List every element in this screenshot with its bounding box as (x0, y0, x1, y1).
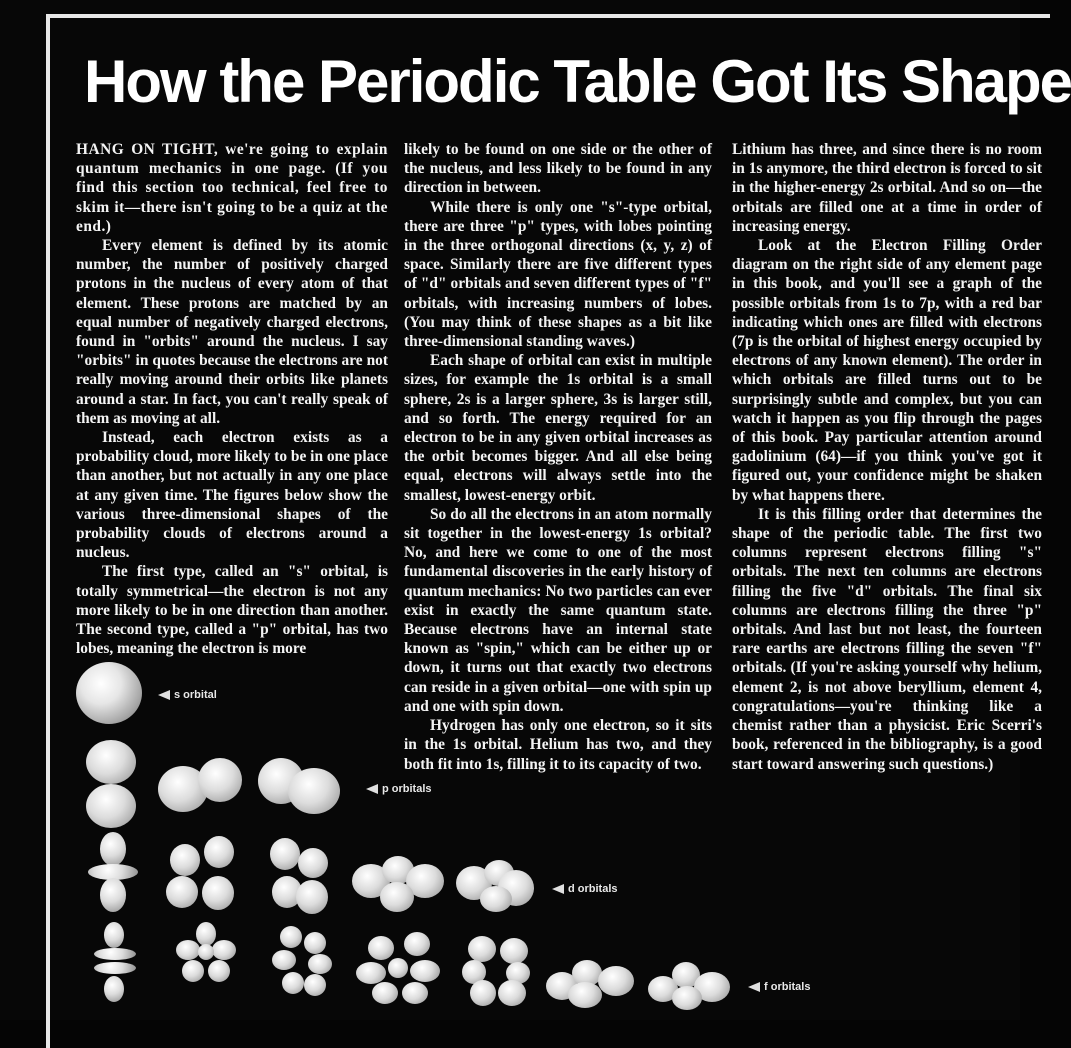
f-orbital-shape (94, 922, 136, 1004)
p-orbital-shape (84, 740, 138, 828)
paragraph: likely to be found on one side or the other of the nucleus, and less likely to be found in any direction in between. (404, 141, 712, 197)
arrow-icon (748, 982, 760, 992)
d-orbital-shape (266, 838, 332, 916)
p-orbital-shape (258, 758, 342, 814)
f-orbital-shape (176, 922, 236, 984)
paragraph: Look at the Electron Filling Order diagram on the right side of any element page in this book, and you'll see a graph of the possible orbitals from 1s to 7p, with a red bar indicating which ones are filled with electrons (7p is the orbital of highest energy occupied by electrons of any known element). The order in which orbitals are filled turns out to be surprisingly subtle and complex, but you can watch it happen as you flip through the pages of this book. Pay particular attention around gadolinium (64)—if you think you've got it figured out, your confidence might be shaken by what happens there. (732, 237, 1042, 504)
paragraph: Instead, each electron exists as a probability cloud, more likely to be in one place than another, but not actually in any one place at any given time. The figures below show the various three-dimensional shapes of the probability clouds of electrons around a nucleus. (76, 429, 388, 562)
paragraph: Each shape of orbital can exist in multiple sizes, for example the 1s orbital is a small sphere, 2s is a larger sphere, 3s is larger still, and so forth. The energy required for an electron to be in any given orbital increases as the orbit becomes bigger. And all else being equal, electrons will always settle into the smallest, lowest-energy orbit. (404, 352, 712, 504)
arrow-icon (552, 884, 564, 894)
f-orbital-shape (546, 958, 638, 1008)
p-orbital-shape (156, 758, 244, 812)
arrow-icon (158, 690, 170, 700)
f-orbital-shape (272, 926, 332, 996)
d-orbital-shape (88, 832, 138, 914)
d-orbital-shape (352, 856, 444, 912)
paragraph: Hydrogen has only one electron, so it sits in the 1s orbital. Helium has two, and they both fit into 1s, filling it to its capacity of two. (404, 717, 712, 773)
s-orbital-label: s orbital (174, 689, 217, 701)
f-orbital-label: f orbitals (764, 981, 811, 993)
p-orbital-label: p orbitals (382, 783, 432, 795)
arrow-icon (366, 784, 378, 794)
s-orbital-shape (76, 662, 142, 724)
paragraph: Lithium has three, and since there is no room in 1s anymore, the third electron is forced to sit in the higher-energy 2s orbital. And so on—the orbitals are filled one at a time in order of increasing energy. (732, 141, 1042, 235)
paragraph: It is this filling order that determines the shape of the periodic table. The first two columns represent electrons filling "s" orbitals. The next ten columns are electrons filling the five "d" orbitals. The final six columns are electrons filling the three "p" orbitals. And last but not least, the fourteen rare earths are electrons filling the seven "f" orbitals. (If you're asking yourself why helium, element 2, is not above beryllium, element 4, congratulations—you're thinking like a chemist rather than a physicist. Eric Scerri's book, referenced in the bibliography, is a good start toward answering such questions.) (732, 505, 1042, 773)
paragraph: So do all the electrons in an atom normally sit together in the lowest-energy 1s orbital? No, and here we come to one of the most fundamental discoveries in the early history of quantum mechanics: No two particles can ever exist in exactly the same quantum state. Because electrons have an internal state known as "spin," which can be either up or down, it turns out that exactly two electrons can reside in a given orbital—one with spin up and one with spin down. (404, 505, 712, 715)
text-column-1 (76, 140, 388, 658)
page-title: How the Periodic Table Got Its Shape (84, 48, 1071, 115)
paragraph: The first type, called an "s" orbital, is totally symmetrical—the electron is not any more likely to be in one direction than another. The second type, called a "p" orbital, has two lobes, meaning the electron is more (76, 563, 388, 658)
d-orbital-shape (166, 836, 238, 912)
f-orbital-shape (462, 936, 532, 1008)
f-orbital-shape (648, 962, 732, 1012)
paragraph: HANG ON TIGHT, we're going to explain quantum mechanics in one page. (If you find this section too technical, feel free to skim it—there isn't going to be a quiz at the end.) (76, 141, 388, 235)
f-orbital-shape (356, 932, 440, 1006)
paragraph: While there is only one "s"-type orbital, there are three "p" types, with lobes pointing in the three orthogonal directions (x, y, z) of space. Similarly there are five different types of "d" orbitals and seven different types of "f" orbitals, with increasing numbers of lobes. (You may think of these shapes as a bit like three-dimensional standing waves.) (404, 198, 712, 351)
paragraph: Every element is defined by its atomic number, the number of positively charged protons in the nucleus of every atom of that element. These protons are matched by an equal number of negatively charged electrons, found in "orbits" around the nucleus. I say "orbits" in quotes because the electrons are not really moving around their orbits like planets around a star. In fact, you can't really speak of them as moving at all. (76, 237, 388, 427)
d-orbital-label: d orbitals (568, 883, 618, 895)
d-orbital-shape (456, 860, 536, 912)
orbital-figures (0, 640, 1020, 1020)
